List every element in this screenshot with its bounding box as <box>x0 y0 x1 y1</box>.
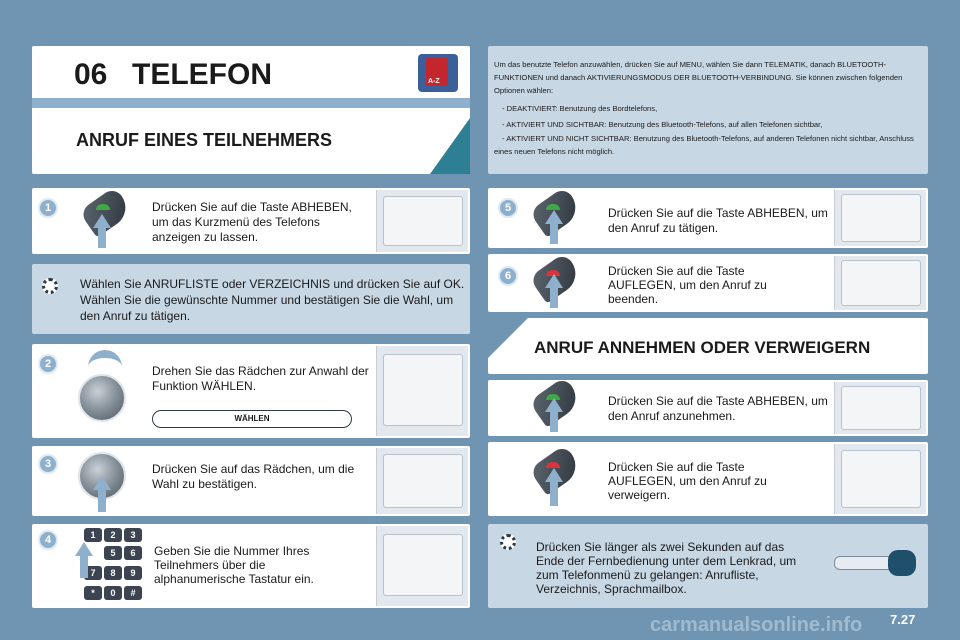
sun-icon <box>500 534 516 550</box>
step-1-text: Drücken Sie auf die Taste ABHEBEN, um das Kurzmenü des Telefons anzeigen zu lassen. <box>152 200 352 244</box>
corner-triangle <box>430 118 470 174</box>
header-panel <box>32 46 470 174</box>
press-arrow-icon <box>98 490 106 512</box>
arrow-icon <box>550 224 558 244</box>
step-6-text: Drücken Sie auf die Taste AUFLEGEN, um den Anruf zu beenden. <box>608 264 767 306</box>
radio-thumbnail <box>834 382 926 434</box>
step-badge-2: 2 <box>38 354 58 374</box>
intro-text: Um das benutzte Telefon anzuwählen, drücken Sie auf MENU, wählen Sie dann TELEMATIK, danach BLUETOOTH-FUNKTIONEN und danach AKTIVIERUNGSMODUS DER BLUETOOTH-VERBINDUNG. Sie können zwischen folgenden Optionen wählen: <box>494 60 903 95</box>
step-badge-3: 3 <box>38 454 58 474</box>
reject-text: Drücken Sie auf die Taste AUFLEGEN, um den Anruf zu verweigern. <box>608 460 767 502</box>
chapter-number: 06 <box>74 58 108 91</box>
watermark: carmanualsonline.info <box>650 614 863 636</box>
dial-knob-icon <box>78 374 126 422</box>
intro-panel <box>488 46 928 174</box>
accept-panel <box>488 380 928 436</box>
radio-thumbnail <box>376 346 468 436</box>
arrow-icon <box>80 556 88 578</box>
pickup-icon <box>96 204 110 210</box>
call-button-icon <box>79 186 133 237</box>
radio-thumbnail <box>834 190 926 246</box>
radio-thumbnail <box>834 444 926 514</box>
step-1-panel <box>32 188 470 254</box>
rotate-arrow-icon <box>88 350 122 370</box>
step-5-text: Drücken Sie auf die Taste ABHEBEN, um den Anruf zu tätigen. <box>608 206 828 235</box>
answer-title: ANRUF ANNEHMEN ODER VERWEIGERN <box>534 338 871 357</box>
step-badge-5: 5 <box>498 198 518 218</box>
radio-thumbnail <box>376 526 468 606</box>
corner-triangle <box>488 318 528 358</box>
step-4-panel: 4 1 2 3 5 6 7 8 9 * 0 # Geben Sie die Nummer Ihres Teilnehmers über die alphanumerische Tastatur ein. <box>32 524 470 608</box>
step-badge-1: 1 <box>38 198 58 218</box>
header-stripe <box>32 98 470 108</box>
reject-panel <box>488 442 928 516</box>
section-title: ANRUF EINES TEILNEHMERS <box>76 130 333 150</box>
intro-option-3: - AKTIVIERT UND NICHT SICHTBAR: Benutzung des Bluetooth-Telefons, auf anderen Telefonen nicht sichtbar, Anschluss eines neuen Telefons nicht möglich. <box>494 134 914 156</box>
accept-text: Drücken Sie auf die Taste ABHEBEN, um den Anruf anzunehmen. <box>608 394 828 423</box>
answer-header-panel <box>488 318 928 374</box>
arrow-icon <box>550 482 558 506</box>
answer-tip-panel <box>488 524 928 608</box>
steering-stalk-icon <box>834 538 918 584</box>
step-5-panel <box>488 188 928 248</box>
sun-icon <box>42 278 58 294</box>
arrow-icon <box>550 412 558 432</box>
tip-1-panel <box>32 264 470 334</box>
az-book-icon: A-Z <box>418 54 458 92</box>
page-title: TELEFON <box>132 58 272 91</box>
step-6-panel <box>488 254 928 312</box>
arrow-icon <box>550 288 558 308</box>
waehlen-button[interactable]: WÄHLEN <box>152 410 352 428</box>
step-2-text: Drehen Sie das Rädchen zur Anwahl der Funktion WÄHLEN. <box>152 364 369 393</box>
step-3-panel <box>32 446 470 516</box>
step-4-text: Geben Sie die Nummer Ihres Teilnehmers über die alphanumerische Tastatur ein. <box>154 544 314 586</box>
step-2-panel <box>32 344 470 438</box>
tip-1-text: Wählen Sie ANRUFLISTE oder VERZEICHNIS und drücken Sie auf OK. Wählen Sie die gewünschte Nummer und bestätigen Sie die Wahl, um den Anruf zu tätigen. <box>80 277 465 323</box>
radio-thumbnail <box>834 256 926 310</box>
arrow-icon <box>98 228 106 248</box>
step-badge-4: 4 <box>38 530 58 550</box>
answer-tip-text: Drücken Sie länger als zwei Sekunden auf das Ende der Fernbedienung unter dem Lenkrad, um zum Telefonmenü zu gelangen: Anrufliste, Verzeichnis, Sprachmailbox. <box>536 540 797 596</box>
radio-thumbnail <box>376 448 468 514</box>
radio-thumbnail <box>376 190 468 252</box>
intro-option-2: - AKTIVIERT UND SICHTBAR: Benutzung des Bluetooth-Telefons, auf allen Telefonen sichtbar, <box>502 120 823 129</box>
page-number: 7.27 <box>890 612 916 627</box>
step-3-text: Drücken Sie auf das Rädchen, um die Wahl zu bestätigen. <box>152 462 355 491</box>
step-badge-6: 6 <box>498 266 518 286</box>
intro-option-1: - DEAKTIVIERT: Benutzung des Bordtelefons, <box>502 104 658 113</box>
